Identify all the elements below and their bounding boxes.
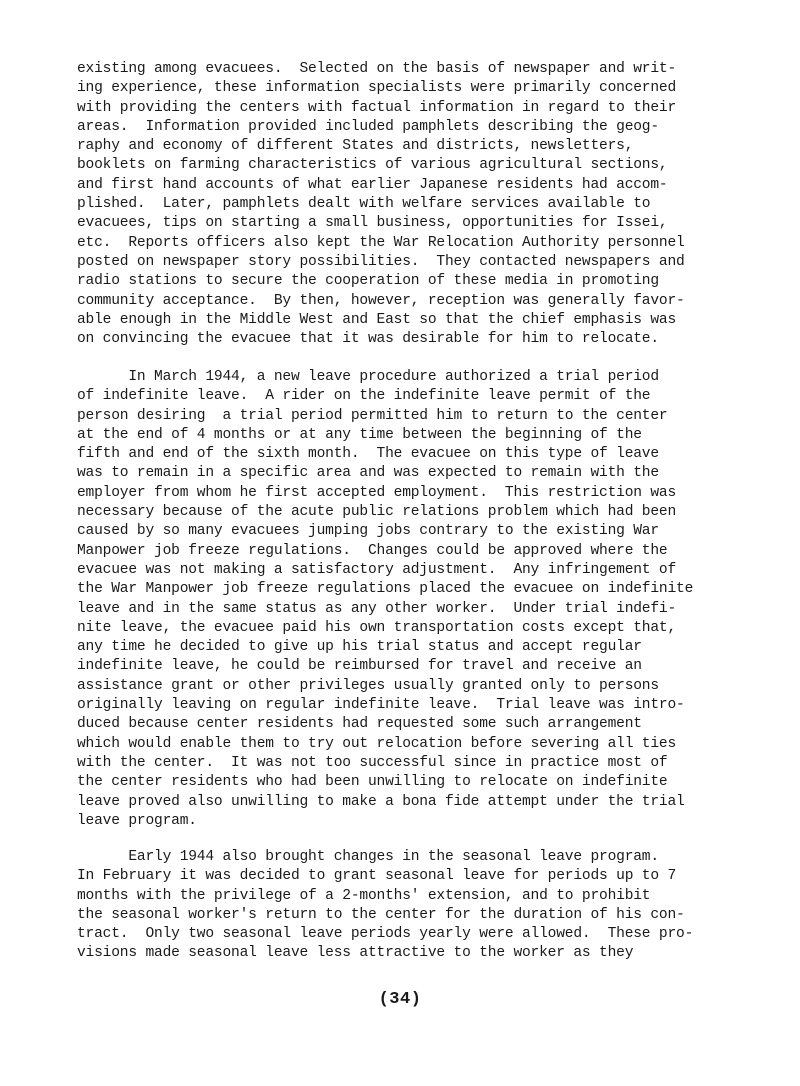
text-line: caused by so many evacuees jumping jobs contrary to the existing War: [77, 523, 659, 540]
paragraph-3: [77, 848, 767, 964]
paragraph-2: [77, 368, 767, 831]
text-line: ing experience, these information specialists were primarily concerned: [77, 80, 677, 97]
paragraph-1: [77, 60, 767, 349]
text-line: fifth and end of the sixth month. The evacuee on this type of leave: [77, 446, 659, 463]
text-line: evacuees, tips on starting a small business, opportunities for Issei,: [77, 215, 668, 232]
text-line: duced because center residents had requested some such arrangement: [77, 716, 642, 733]
text-line: visions made seasonal leave less attractive to the worker as they: [77, 945, 634, 962]
text-line: radio stations to secure the cooperation of these media in promoting: [77, 273, 659, 290]
text-line: the seasonal worker's return to the center for the duration of his con-: [77, 906, 685, 923]
text-line: the center residents who had been unwilling to relocate on indefinite: [77, 774, 668, 791]
text-line: on convincing the evacuee that it was desirable for him to relocate.: [77, 331, 659, 348]
text-line: which would enable them to try out relocation before severing all ties: [77, 735, 677, 752]
text-line: raphy and economy of different States and districts, newsletters,: [77, 138, 634, 155]
text-line: leave program.: [77, 812, 197, 829]
text-line: In March 1944, a new leave procedure authorized a trial period: [77, 369, 659, 385]
text-line: with the center. It was not too successful since in practice most of: [77, 754, 668, 771]
text-line: months with the privilege of a 2-months' extension, and to prohibit: [77, 887, 651, 904]
text-line: In February it was decided to grant seasonal leave for periods up to 7: [77, 868, 677, 885]
text-line: Manpower job freeze regulations. Changes could be approved where the: [77, 542, 668, 559]
text-line: originally leaving on regular indefinite leave. Trial leave was intro-: [77, 697, 685, 714]
text-line: necessary because of the acute public relations problem which had been: [77, 504, 677, 521]
text-line: with providing the centers with factual information in regard to their: [77, 99, 677, 116]
text-line: the War Manpower job freeze regulations placed the evacuee on indefinite: [77, 581, 694, 598]
text-line: tract. Only two seasonal leave periods yearly were allowed. These pro-: [77, 926, 694, 943]
text-line: leave proved also unwilling to make a bona fide attempt under the trial: [77, 793, 685, 810]
text-line: any time he decided to give up his trial status and accept regular: [77, 639, 642, 656]
text-line: nite leave, the evacuee paid his own transportation costs except that,: [77, 619, 677, 636]
text-line: leave and in the same status as any other worker. Under trial indefi-: [77, 600, 677, 617]
text-line: Early 1944 also brought changes in the seasonal leave program.: [77, 849, 659, 865]
text-line: etc. Reports officers also kept the War Relocation Authority personnel: [77, 234, 685, 251]
text-line: at the end of 4 months or at any time between the beginning of the: [77, 426, 642, 443]
text-line: person desiring a trial period permitted him to return to the center: [77, 407, 668, 424]
text-line: evacuee was not making a satisfactory adjustment. Any infringement of: [77, 561, 677, 578]
text-line: assistance grant or other privileges usually granted only to persons: [77, 677, 659, 694]
text-line: booklets on farming characteristics of various agricultural sections,: [77, 157, 668, 174]
text-line: and first hand accounts of what earlier Japanese residents had accom-: [77, 176, 668, 193]
text-line: indefinite leave, he could be reimbursed for travel and receive an: [77, 658, 642, 675]
text-line: posted on newspaper story possibilities. They contacted newspapers and: [77, 253, 685, 270]
text-line: employer from whom he first accepted employment. This restriction was: [77, 484, 677, 501]
text-line: plished. Later, pamphlets dealt with welfare services available to: [77, 196, 651, 213]
text-line: existing among evacuees. Selected on the basis of newspaper and writ-: [77, 61, 677, 77]
text-line: able enough in the Middle West and East so that the chief emphasis was: [77, 311, 677, 328]
text-line: community acceptance. By then, however, reception was generally favor-: [77, 292, 685, 309]
text-line: areas. Information provided included pamphlets describing the geog-: [77, 118, 659, 135]
text-line: of indefinite leave. A rider on the indefinite leave permit of the: [77, 388, 651, 405]
page-number: (34): [378, 990, 422, 1009]
text-line: was to remain in a specific area and was expected to remain with the: [77, 465, 659, 482]
